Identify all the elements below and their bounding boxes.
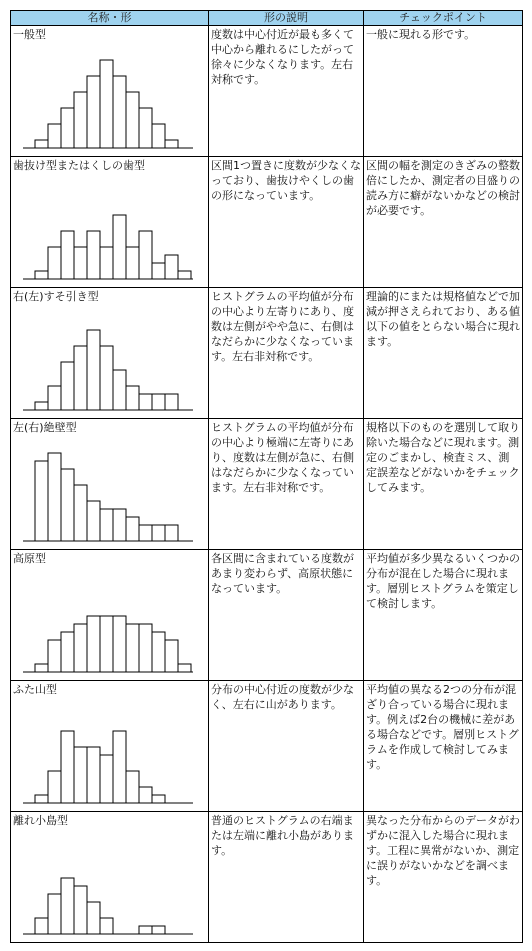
description-cell: 分布の中心付近の度数が少なく、左右に山があります。	[209, 681, 364, 812]
histogram-bar	[113, 215, 126, 279]
description-cell: 度数は中心付近が最も多くて中心から離れるにしたがって徐々に少なくなります。左右対称です。	[209, 26, 364, 157]
checkpoint-cell: 平均値が多少異なるいくつかの分布が混在した場合に現れます。層別ヒストグラムを策定して検討します。	[364, 550, 523, 681]
histogram-bar	[126, 517, 139, 541]
histogram-bar	[152, 632, 165, 672]
table-row	[11, 419, 523, 550]
name-cell	[11, 288, 209, 419]
table-row	[11, 26, 523, 157]
histogram-bar	[87, 76, 100, 148]
description-cell: 普通のヒストグラムの右端または左端に離れ小島があります。	[209, 812, 364, 943]
histogram-bar	[100, 346, 113, 410]
histogram-bar	[100, 60, 113, 148]
histogram-bar	[139, 624, 152, 672]
name-cell	[11, 157, 209, 288]
histogram-bar	[165, 525, 178, 541]
checkpoint-cell: 一般に現れる形です。	[364, 26, 523, 157]
table-row	[11, 812, 523, 943]
histogram-bar	[87, 330, 100, 410]
histogram-figure	[13, 306, 207, 416]
histogram-bar	[139, 394, 152, 410]
histogram-bar	[61, 878, 74, 934]
checkpoint-cell: 規格以下のものを選別して取り除いた場合などに現れます。測定のごまかし、検査ミス、測定誤差などがないかをチェックしてみます。	[364, 419, 523, 550]
name-cell	[11, 419, 209, 550]
histogram-bar	[61, 108, 74, 148]
histogram-bar	[87, 902, 100, 934]
histogram-bar	[113, 370, 126, 410]
checkpoint-cell: 平均値の異なる2つの分布が混ざり合っている場合に現れます。例えば2台の機械に差がある場合などです。層別ヒストグラムを作成して検討してみます。	[364, 681, 523, 812]
histogram-bar	[126, 386, 139, 410]
histogram-bar	[113, 731, 126, 803]
histogram-bar	[35, 402, 48, 410]
histogram-figure	[13, 699, 207, 809]
type-name: 左(右)絶壁型	[13, 421, 77, 434]
type-name: 右(左)すそ引き型	[13, 290, 99, 303]
name-cell	[11, 550, 209, 681]
histogram-bar	[126, 247, 139, 279]
description-cell: 各区間に含まれている度数があまり変わらず、高原状態になっています。	[209, 550, 364, 681]
histogram-bar	[87, 501, 100, 541]
header-description: 形の説明	[209, 11, 364, 26]
type-name: 高原型	[13, 552, 46, 565]
checkpoint-cell: 理論的にまたは規格値などで加減が押さえられており、ある値以下の値をとらない場合に現れます。	[364, 288, 523, 419]
histogram-bar	[139, 787, 152, 803]
histogram-bar	[87, 747, 100, 803]
table-row	[11, 550, 523, 681]
histogram-bar	[35, 461, 48, 541]
histogram-bar	[48, 771, 61, 803]
histogram-bar	[139, 525, 152, 541]
histogram-bar	[48, 247, 61, 279]
header-row	[11, 11, 523, 26]
histogram-bar	[87, 231, 100, 279]
histogram-figure	[13, 437, 207, 547]
histogram-bar	[35, 140, 48, 148]
histogram-bar	[100, 616, 113, 672]
histogram-bar	[74, 624, 87, 672]
histogram-bar	[48, 894, 61, 934]
histogram-bar	[178, 271, 191, 279]
name-cell	[11, 26, 209, 157]
histogram-bar	[74, 747, 87, 803]
header-checkpoint: チェックポイント	[364, 11, 523, 26]
histogram-bar	[165, 140, 178, 148]
histogram-bar	[165, 255, 178, 279]
histogram-bar	[61, 469, 74, 541]
histogram-figure	[13, 44, 207, 154]
type-name: 一般型	[13, 28, 46, 41]
histogram-bar	[35, 918, 48, 934]
histogram-bar	[152, 795, 165, 803]
histogram-bar	[126, 92, 139, 148]
histogram-figure	[13, 568, 207, 678]
histogram-bar	[48, 453, 61, 541]
histogram-bar	[100, 247, 113, 279]
name-cell	[11, 681, 209, 812]
table-row	[11, 681, 523, 812]
histogram-bar	[35, 795, 48, 803]
histogram-bar	[35, 271, 48, 279]
table-row	[11, 288, 523, 419]
histogram-bar	[74, 485, 87, 541]
description-cell: ヒストグラムの平均値が分布の中心より極端に左寄りにあり、度数は左側が急に、右側はなだらかに少なくなっています。左右非対称です。	[209, 419, 364, 550]
histogram-bar	[113, 76, 126, 148]
histogram-bar	[113, 616, 126, 672]
histogram-bar	[61, 362, 74, 410]
histogram-figure	[13, 175, 207, 285]
histogram-bar	[139, 231, 152, 279]
histogram-bar	[152, 263, 165, 279]
histogram-bar	[61, 632, 74, 672]
histogram-bar	[74, 92, 87, 148]
histogram-bar	[152, 124, 165, 148]
histogram-bar	[113, 509, 126, 541]
type-name: 歯抜け型またはくしの歯型	[13, 159, 145, 172]
histogram-bar	[87, 616, 100, 672]
histogram-bar	[165, 640, 178, 672]
histogram-bar	[61, 731, 74, 803]
histogram-bar	[48, 124, 61, 148]
checkpoint-cell: 区間の幅を測定のきざみの整数倍にしたか、測定者の目盛りの読み方に癖がないかなどの検討が必要です。	[364, 157, 523, 288]
histogram-bar	[48, 640, 61, 672]
histogram-bar	[100, 918, 113, 934]
histogram-bar	[139, 108, 152, 148]
description-cell: ヒストグラムの平均値が分布の中心より左寄りにあり、度数は左側がやや急に、右側はなだらかに少なくなっています。左右非対称です。	[209, 288, 364, 419]
histogram-bar	[48, 386, 61, 410]
header-name: 名称・形	[11, 11, 209, 26]
histogram-figure	[13, 830, 207, 940]
description-cell: 区間1つ置きに度数が少なくなっており、歯抜けやくしの歯の形になっています。	[209, 157, 364, 288]
checkpoint-cell: 異なった分布からのデータがわずかに混入した場合に現れます。工程に異常がないか、測定に誤りがないかなどを調べます。	[364, 812, 523, 943]
histogram-bar	[152, 926, 165, 934]
histogram-bar	[74, 886, 87, 934]
histogram-bar	[165, 394, 178, 410]
histogram-bar	[100, 509, 113, 541]
histogram-bar	[126, 771, 139, 803]
histogram-bar	[74, 247, 87, 279]
histogram-bar	[139, 926, 152, 934]
histogram-bar	[61, 231, 74, 279]
name-cell	[11, 812, 209, 943]
histogram-bar	[74, 346, 87, 410]
histogram-bar	[35, 664, 48, 672]
histogram-types-table	[10, 10, 523, 943]
type-name: 離れ小島型	[13, 814, 68, 827]
histogram-bar	[152, 394, 165, 410]
table-row	[11, 157, 523, 288]
histogram-bar	[100, 755, 113, 803]
type-name: ふた山型	[13, 683, 57, 696]
histogram-bar	[152, 525, 165, 541]
histogram-bar	[126, 624, 139, 672]
histogram-bar	[178, 664, 191, 672]
